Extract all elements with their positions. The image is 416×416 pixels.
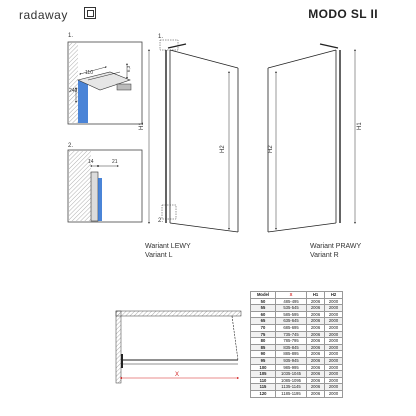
detail-2-glass: [98, 178, 102, 221]
model-cell: 65: [251, 318, 276, 325]
model-cell: 115: [251, 384, 276, 391]
detail-1-glass: [78, 80, 88, 123]
header-model: Model: [251, 292, 276, 299]
model-cell: 60: [251, 311, 276, 318]
h1-cell: 2006: [307, 384, 325, 391]
table-row: [251, 338, 343, 345]
detail-2-profile: [91, 172, 98, 221]
h2-cell: 2000: [325, 298, 343, 305]
detail-1-callout: [160, 40, 178, 50]
variant-right-en: Variant R: [310, 252, 339, 259]
h1-cell: 2006: [307, 331, 325, 338]
table-row: [251, 298, 343, 305]
detail-1-dim-height: 6,3: [126, 65, 131, 72]
h2-cell: 2000: [325, 357, 343, 364]
x-range-cell: 735-745: [276, 331, 307, 338]
detail-2-callout: [162, 205, 176, 219]
h2-cell: 2000: [325, 384, 343, 391]
table-row: [251, 371, 343, 378]
x-range-cell: 885-895: [276, 351, 307, 358]
detail-1-bracket: [117, 84, 131, 90]
x-range-cell: 985-995: [276, 364, 307, 371]
model-cell: 75: [251, 331, 276, 338]
h2-cell: 2000: [325, 324, 343, 331]
h1-cell: 2006: [307, 371, 325, 378]
detail-1-dim-width: 110: [85, 70, 93, 76]
plan-support-bar: [232, 316, 238, 360]
detail-1-dim-depth: 240: [69, 88, 78, 94]
model-cell: 90: [251, 351, 276, 358]
glass-panel-bottom: [170, 223, 238, 232]
model-cell: 85: [251, 344, 276, 351]
h2-cell: 2000: [325, 351, 343, 358]
h2-cell: 2000: [325, 371, 343, 378]
glass-panel-top: [170, 50, 238, 68]
table-row: [251, 305, 343, 312]
table-row: [251, 311, 343, 318]
table-row: [251, 324, 343, 331]
h1-cell: 2006: [307, 311, 325, 318]
h1-cell: 2006: [307, 357, 325, 364]
model-cell: 95: [251, 357, 276, 364]
model-cell: 110: [251, 377, 276, 384]
x-range-cell: 1185-1195: [276, 390, 307, 397]
h1-cell: 2006: [307, 318, 325, 325]
table-row: [251, 364, 343, 371]
table-row: [251, 318, 343, 325]
h2-cell: 2000: [325, 331, 343, 338]
plan-wall-left: [116, 311, 121, 383]
x-range-cell: 785-795: [276, 338, 307, 345]
right-wall-bracket: [320, 44, 338, 48]
h2-cell: 2000: [325, 377, 343, 384]
variant-right-drawing: [268, 44, 363, 232]
x-range-cell: 1035-1045: [276, 371, 307, 378]
table-row: [251, 344, 343, 351]
plan-wall-top: [116, 311, 241, 316]
model-cell: 50: [251, 298, 276, 305]
variant-right-pl: Wariant PRAWY: [310, 243, 362, 250]
model-cell: 120: [251, 390, 276, 397]
x-range-cell: 685-695: [276, 324, 307, 331]
product-title: MODO SL II: [308, 7, 378, 21]
table-header-row: [251, 292, 343, 299]
variant-left-drawing: [139, 34, 238, 232]
h1-cell: 2006: [307, 364, 325, 371]
table-row: [251, 377, 343, 384]
brand-logo-text: radaway: [19, 8, 68, 22]
right-panel-top: [268, 50, 336, 68]
h2-cell: 2000: [325, 338, 343, 345]
model-cell: 80: [251, 338, 276, 345]
x-range-cell: 635-645: [276, 318, 307, 325]
model-cell: 105: [251, 371, 276, 378]
right-panel-bottom: [268, 223, 336, 232]
x-range-cell: 585-595: [276, 311, 307, 318]
h2-cell: 2000: [325, 318, 343, 325]
variant-right-caption: [310, 242, 361, 260]
left-h1-label: H1: [139, 122, 145, 130]
callout-2-label: 2.: [158, 218, 164, 224]
table-row: [251, 384, 343, 391]
x-range-cell: 1135-1145: [276, 384, 307, 391]
model-cell: 100: [251, 364, 276, 371]
x-range-cell: 835-845: [276, 344, 307, 351]
model-cell: 55: [251, 305, 276, 312]
h2-cell: 2000: [325, 311, 343, 318]
right-h1-label: H1: [357, 122, 363, 130]
table-row: [251, 351, 343, 358]
x-range-cell: 1085-1095: [276, 377, 307, 384]
detail-1-number: 1.: [68, 33, 74, 39]
h1-cell: 2006: [307, 305, 325, 312]
header-h2: H2: [325, 292, 343, 299]
h1-cell: 2006: [307, 377, 325, 384]
detail-2-number: 2.: [68, 143, 74, 149]
table-row: [251, 357, 343, 364]
header-h1: H1: [307, 292, 325, 299]
x-range-cell: 485-495: [276, 298, 307, 305]
h2-cell: 2000: [325, 344, 343, 351]
variant-left-en: Variant L: [145, 252, 173, 259]
h1-cell: 2006: [307, 390, 325, 397]
detail-2: [68, 143, 142, 222]
h1-cell: 2006: [307, 298, 325, 305]
h1-cell: 2006: [307, 324, 325, 331]
h1-cell: 2006: [307, 344, 325, 351]
right-h2-label: H2: [268, 145, 274, 153]
detail-2-dim-b: 21: [112, 159, 118, 165]
detail-1-wall-hatch: [69, 43, 78, 123]
callout-1-label: 1.: [158, 34, 164, 40]
dimension-table: [250, 291, 343, 398]
wall-bracket: [168, 44, 186, 48]
detail-1: [68, 33, 142, 124]
plan-view: [116, 311, 241, 383]
x-range-cell: 535-545: [276, 305, 307, 312]
variant-left-caption: [145, 242, 191, 260]
header-x: X: [276, 292, 307, 299]
table-body: [251, 298, 343, 397]
h2-cell: 2000: [325, 390, 343, 397]
x-range-cell: 935-945: [276, 357, 307, 364]
variant-left-pl: Wariant LEWY: [145, 243, 191, 250]
h1-cell: 2006: [307, 351, 325, 358]
h2-cell: 2000: [325, 364, 343, 371]
h2-cell: 2000: [325, 305, 343, 312]
table-row: [251, 331, 343, 338]
detail-2-dim-a: 14: [88, 159, 94, 165]
model-cell: 70: [251, 324, 276, 331]
table-row: [251, 390, 343, 397]
plan-x-label: X: [175, 372, 180, 378]
plan-profile: [121, 354, 123, 368]
h1-cell: 2006: [307, 338, 325, 345]
left-h2-label: H2: [220, 145, 226, 153]
